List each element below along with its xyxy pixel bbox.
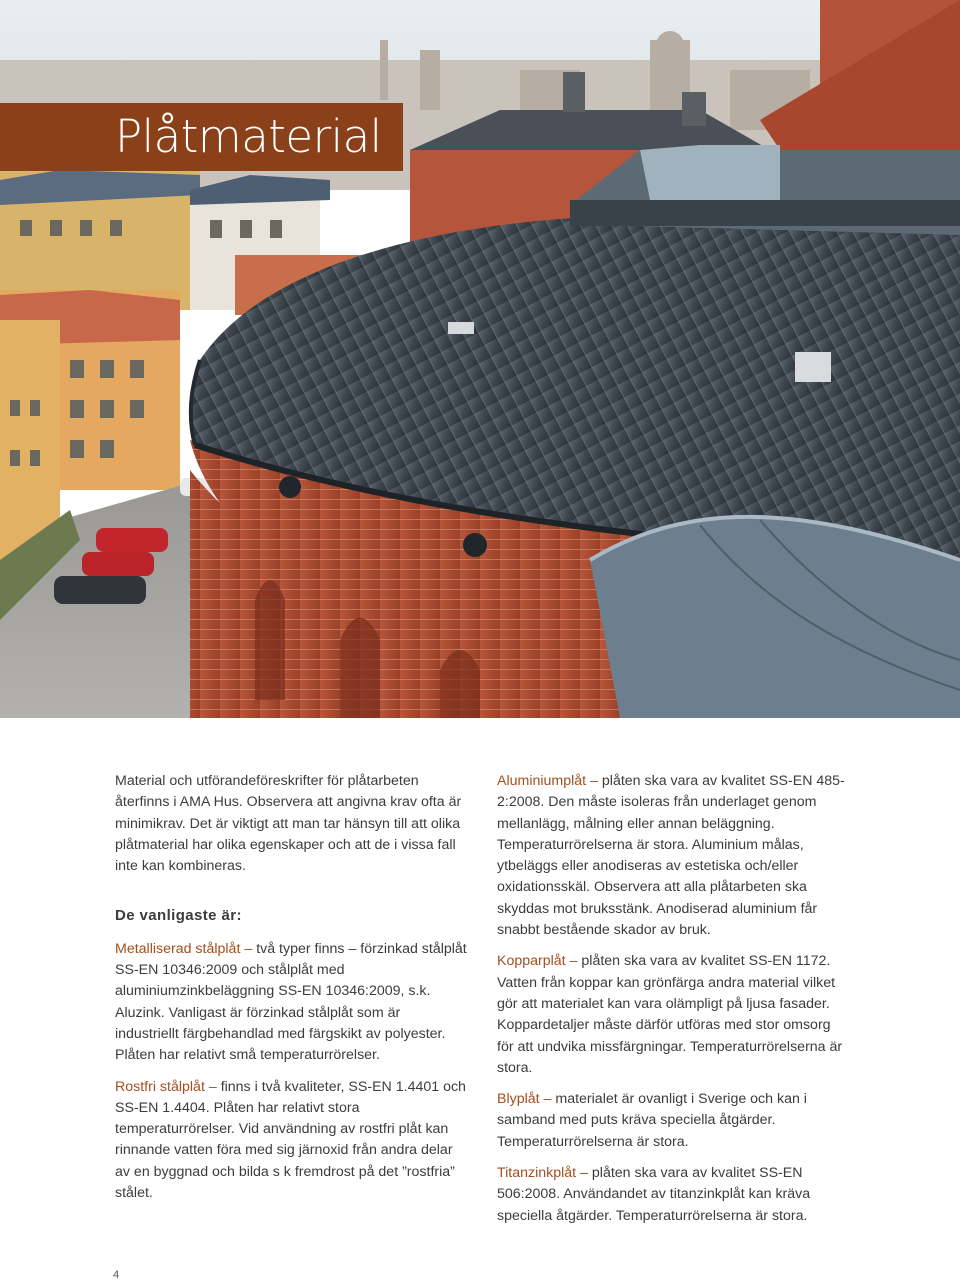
material-description: plåten ska vara av kvalitet SS-EN 506:2008. Användandet av titanzinkplåt kan kräva speciella åtgärder. Temperaturrörelserna är stora. <box>497 1165 811 1224</box>
material-description: plåten ska vara av kvalitet SS-EN 485-2:2008. Den måste isoleras från underlaget genom mellanlägg, målning eller annan beläggning. Temperaturrörelserna är stora. Aluminium målas, ytbeläggs eller anodiseras av estetiska och/eller oxidationsskäl. Observera att alla plåtarbeten ska skyddas mot bruksstänk. Anodiserad aluminium får snabbt bestående skador av bruk. <box>497 773 845 939</box>
material-term: Metalliserad stålplåt <box>115 940 241 957</box>
term-separator: – <box>569 953 578 970</box>
material-entry-stainless-steel <box>115 1077 467 1205</box>
material-description: materialet är ovanligt i Sverige och kan i samband med puts kräva speciella åtgärder. Temperaturrörelserna är stora. <box>497 1091 807 1150</box>
page-title: Plåtmaterial <box>115 110 382 163</box>
material-entry-aluminium <box>497 771 847 941</box>
term-separator: – <box>244 940 253 957</box>
page-number: 4 <box>113 1269 120 1281</box>
material-term: Blyplåt <box>497 1091 540 1108</box>
term-separator: – <box>590 773 598 789</box>
section-heading: De vanligaste är: <box>115 907 242 925</box>
material-description: plåten ska vara av kvalitet SS-EN 1172. Vatten från koppar kan grönfärga andra material vilket gör att materialet kan vara olämpligt på ljusa fasader. Koppardetaljer måste därför utföras med stor omsorg för att undvika missfärgningar. Temperaturrörelserna är stora. <box>497 953 843 1076</box>
material-entry-copper <box>497 951 847 1079</box>
material-entry-titanium-zinc <box>497 1163 847 1227</box>
material-term: Titanzinkplåt <box>497 1165 577 1182</box>
term-separator: – <box>208 1078 217 1095</box>
intro-paragraph: Material och utförandeföreskrifter för plåtarbeten återfinns i AMA Hus. Observera att angivna krav ofta är minimikrav. Det är viktigt att man tar hänsyn till att olika plåtmaterial har olika egenskaper och att de i vissa fall inte kan kombineras. <box>115 773 462 875</box>
term-separator: – <box>543 1091 552 1108</box>
material-entry-lead <box>497 1089 847 1153</box>
left-column <box>115 771 467 1204</box>
term-separator: – <box>580 1165 588 1182</box>
material-term: Kopparplåt <box>497 953 566 970</box>
material-description: två typer finns – förzinkad stålplåt SS-EN 10346:2009 och stålplåt med aluminiumzinkbeläggning SS-EN 10346:2009, s.k. Aluzink. Vanligast är förzinkad stålplåt som är industriellt färgbehandlad med färgskikt av polyester. Plåten har relativt små temperaturrörelser. <box>115 940 467 1064</box>
title-band <box>0 103 403 171</box>
material-term: Aluminiumplåt <box>497 773 587 789</box>
material-term: Rostfri stålplåt <box>115 1078 205 1095</box>
material-entry-galvanized-steel <box>115 939 467 1067</box>
material-description: finns i två kvaliteter, SS-EN 1.4401 och SS-EN 1.4404. Plåten har relativt stora temperaturrörelser. Vid användning av rostfri plåt kan rinnande vatten föra med sig järnoxid från andra delar av en byggnad och bilda s k fremdrost på det ”rostfria” stålet. <box>115 1078 466 1202</box>
right-column <box>497 771 847 1227</box>
